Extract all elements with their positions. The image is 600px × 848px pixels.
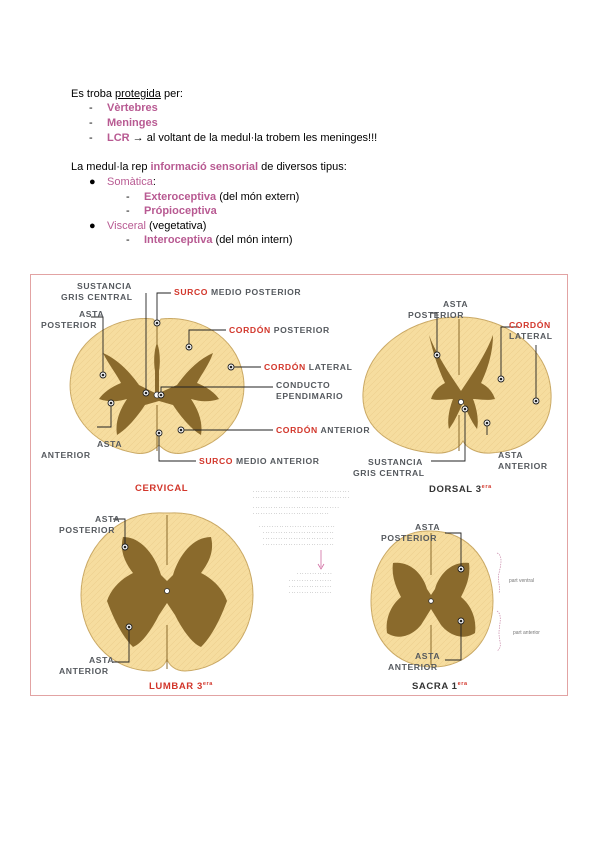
sacra-section: [371, 522, 493, 692]
cervical-label-sustancia-1: SUSTANCIA: [77, 281, 132, 291]
svg-text:CORDÓN LATERAL: [264, 361, 352, 372]
cervical-label-surco-ant-red: SURCO: [199, 456, 234, 466]
svg-text:· · · · · · · · · · · · · · ·: · · · · · · · · · · · · · · · · · · · · · · · · · · · ·: [263, 536, 334, 541]
list-item-visceral: ● Visceral (vegetativa): [89, 220, 207, 232]
dorsal-label-asta-ant-1: ASTA: [498, 450, 524, 460]
svg-text:· · · · · · · · · · · · · · ·: · · · · · · · · · · · · · · · · · · · · · · · · · · · · · · · · · · · · · ·: [253, 495, 350, 500]
dorsal-label-cordon-2: LATERAL: [509, 331, 553, 341]
svg-text:SURCO MEDIO ANTERIOR: [199, 456, 320, 466]
svg-text:· · · · · · · · · · · · · · ·: · · · · · · · · · · · · · · · · ·: [289, 590, 332, 595]
lumbar-label-asta-ant-1: ASTA: [89, 655, 115, 665]
lumbar-section: [59, 513, 253, 692]
cervical-label-conducto-2: EPENDIMARIO: [276, 391, 344, 401]
dorsal-label-sustancia-2: GRIS CENTRAL: [353, 468, 425, 478]
intro-protection: Es troba protegida per:: [71, 88, 183, 100]
sacra-label-asta-ant-2: ANTERIOR: [388, 662, 438, 672]
cervical-label-asta-post-1: ASTA: [79, 309, 105, 319]
cervical-label-cordon-post-rest: POSTERIOR: [270, 325, 330, 335]
sacra-title-sup: era: [457, 681, 468, 687]
list-item-meninges: - Meninges: [89, 117, 158, 129]
svg-text:· · · · · · · · · · · · · · ·: · · · · · · · · · · · · · · · · · · · · · · · · · · · · · · · · · ·: [253, 505, 339, 510]
list-item-exteroceptiva: - Exteroceptiva (del món extern): [126, 191, 300, 203]
spinal-cord-figure: [30, 274, 568, 696]
svg-text:SURCO MEDIO POSTERIOR: [174, 287, 301, 297]
list-item-somatica: ● Somàtica:: [89, 176, 156, 188]
dorsal-section: [353, 299, 553, 495]
handwritten-note-1: part ventral: [509, 578, 535, 584]
handwritten-note-2: part anterior: [513, 630, 540, 636]
list-item-lcr: - LCR → al voltant de la medul·la trobem les meninges!!!: [89, 132, 378, 144]
sacra-label-asta-post-1: ASTA: [415, 522, 441, 532]
svg-text:CORDÓN POSTERIOR: [229, 324, 330, 335]
dorsal-title: DORSAL 3: [429, 484, 482, 495]
sacra-title: SACRA 1: [412, 681, 458, 692]
list-item-interoceptiva: - Interoceptiva (del món intern): [126, 234, 293, 246]
lumbar-title-sup: era: [202, 681, 213, 687]
lumbar-label-asta-post-2: POSTERIOR: [59, 525, 116, 535]
dorsal-label-cordon-red: CORDÓN: [509, 320, 551, 330]
cervical-title: CERVICAL: [135, 483, 189, 494]
center-notes: [253, 489, 349, 595]
list-item-vertebres: - Vèrtebres: [89, 102, 158, 114]
cervical-label-asta-post-2: POSTERIOR: [41, 320, 98, 330]
svg-text:· · · · · · · · · · · · · ·: · · · · · · · · · · · · · ·: [297, 571, 332, 576]
cervical-label-surco-post-red: SURCO: [174, 287, 209, 297]
svg-text:LUMBAR 3era: [149, 681, 213, 692]
list-item-propioceptiva: - Própioceptiva: [126, 205, 217, 217]
dorsal-label-asta-post-1: ASTA: [443, 299, 469, 309]
sacra-label-asta-ant-1: ASTA: [415, 651, 441, 661]
lumbar-title: LUMBAR 3: [149, 681, 203, 692]
svg-text:· · · · · · · · · · · · · · ·: · · · · · · · · · · · · · · · · · · · · · · · · · · · ·: [263, 542, 334, 547]
cervical-section: [41, 281, 370, 494]
dorsal-label-asta-ant-2: ANTERIOR: [498, 461, 548, 471]
svg-text:· · · · · · · · · · · · · · ·: · · · · · · · · · · · · · · · · · · · · · · · · · · · · · ·: [259, 524, 335, 529]
sacra-label-asta-post-2: POSTERIOR: [381, 533, 438, 543]
svg-text:· · · · · · · · · · · · · · ·: · · · · · · · · · · · · · · · · ·: [289, 584, 332, 589]
svg-text:SACRA 1era: [412, 681, 468, 692]
dorsal-title-sup: era: [481, 484, 492, 490]
cervical-label-surco-post-rest: MEDIO POSTERIOR: [208, 287, 302, 297]
svg-text:DORSAL 3era: [429, 484, 492, 495]
svg-text:· · · · · · · · · · · · · · ·: · · · · · · · · · · · · · · · · ·: [289, 578, 332, 583]
cervical-label-cordon-ant-red: CORDÓN: [276, 425, 318, 435]
cervical-label-sustancia-2: GRIS CENTRAL: [61, 292, 133, 302]
note-line-1: · · · · · · · · · · · · · · · · · · · · · · · · · · · · · · · · · · · · · ·: [253, 489, 350, 494]
cervical-label-asta-ant-1: ASTA: [97, 439, 123, 449]
svg-text:· · · · · · · · · · · · · · ·: · · · · · · · · · · · · · · · · · · · · · · · · · · · ·: [263, 530, 334, 535]
svg-text:CORDÓN ANTERIOR: [276, 424, 370, 435]
lumbar-label-asta-ant-2: ANTERIOR: [59, 666, 109, 676]
cervical-label-conducto-1: CONDUCTO: [276, 380, 331, 390]
cervical-label-surco-ant-rest: MEDIO ANTERIOR: [233, 456, 320, 466]
cervical-label-cordon-lat-rest: LATERAL: [305, 362, 353, 372]
svg-text:· · · · · · · · · · · · · · ·: · · · · · · · · · · · · · · · · · · · · · · · · · · · · · ·: [253, 511, 329, 516]
cervical-label-cordon-post-red: CORDÓN: [229, 325, 271, 335]
handwritten-notes: [497, 553, 540, 651]
cervical-label-asta-ant-2: ANTERIOR: [41, 450, 91, 460]
dorsal-label-asta-post-2: POSTERIOR: [408, 310, 465, 320]
lumbar-label-asta-post-1: ASTA: [95, 514, 121, 524]
intro-sensory: La medul·la rep informació sensorial de diversos tipus:: [71, 161, 347, 173]
cervical-label-cordon-ant-rest: ANTERIOR: [317, 425, 371, 435]
dorsal-label-sustancia-1: SUSTANCIA: [368, 457, 423, 467]
cervical-label-cordon-lat-red: CORDÓN: [264, 362, 306, 372]
spinal-cord-diagram: [31, 275, 567, 695]
